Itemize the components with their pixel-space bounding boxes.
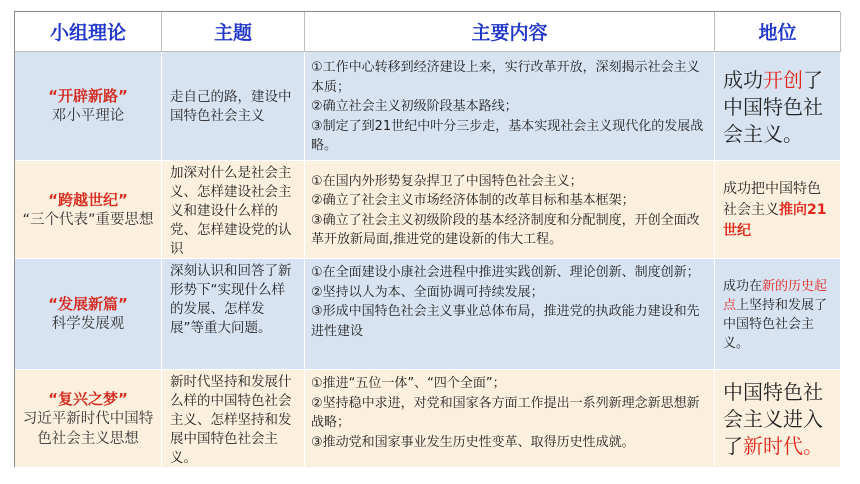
row3-content-item: ③形成中国特色社会主义事业总体布局，推进党的执政能力建设和先进性建设 (311, 304, 700, 339)
row3-content (305, 259, 715, 370)
row1-status-highlight: 开创 (763, 67, 803, 92)
row3-status-text: 成功在 (723, 279, 763, 294)
row4-content-item: ①推进“五位一体”、“四个全面”； (311, 376, 506, 391)
row2-status-text: 成功把中国特色社会主义 (723, 181, 821, 218)
row4-status (715, 370, 841, 468)
header-main-content: 主要内容 (305, 12, 715, 52)
row4-content-item: ②坚持稳中求进，对党和国家各方面工作提出一系列新理念新思想新战略； (311, 395, 700, 430)
row1-content-item: ②确立社会主义初级阶段基本路线； (311, 99, 518, 115)
row3-content-item: ②坚持以人为本、全面协调可持续发展； (311, 284, 544, 300)
row4-content-item: ③推动党和国家事业发生历史性变革、取得历史性成就。 (311, 434, 635, 450)
row3-theory-name: 科学发展观 (51, 316, 125, 332)
row1-status-text: 成功 (723, 67, 763, 92)
header-topic: 主题 (162, 12, 305, 52)
row3-status-text-end: 上坚持和发展了中国特色社会主义。 (723, 298, 828, 351)
row2-topic: 加深对什么是社会主义、怎样建设社会主义和建设什么样的党、怎样建设党的认识 (162, 161, 305, 259)
row2-content-item: ③确立了社会主义初级阶段的基本经济制度和分配制度，开创全面改革开放新局面,推进党的建设新的伟大工程。 (311, 212, 700, 247)
row2-status-highlight: 推向21世纪 (723, 202, 827, 239)
row1-slogan: “开辟新路” (48, 87, 128, 105)
row1-status (715, 52, 841, 161)
row1-content-item: ③制定了到21世纪中叶分三步走，基本实现社会主义现代化的发展战略。 (311, 118, 704, 154)
row1-theory-cell (15, 52, 162, 161)
row1-content (305, 52, 715, 161)
row1-topic: 走自己的路，建设中国特色社会主义 (162, 52, 305, 161)
row4-theory-name: 习近平新时代中国特色社会主义思想 (22, 410, 154, 447)
row3-slogan: “发展新篇” (48, 295, 128, 313)
row1-status-text-end: 了中国特色社会主义。 (723, 67, 823, 146)
theory-table (14, 11, 840, 467)
row4-slogan: “复兴之梦” (48, 389, 128, 408)
row1-content-item: ①工作中心转移到经济建设上来，实行改革开放，深刻揭示社会主义本质； (311, 60, 700, 95)
header-status: 地位 (715, 12, 841, 52)
header-group-theory: 小组理论 (15, 12, 162, 52)
row2-slogan: “跨越世纪” (48, 190, 128, 209)
row3-content-item: ①在全面建设小康社会进程中推进实践创新、理论创新、制度创新； (311, 265, 700, 280)
row4-status-text: 中国特色社会主义进入了 (723, 380, 823, 458)
row3-theory-cell (15, 259, 162, 370)
row2-theory-cell (15, 161, 162, 259)
row4-theory-cell (15, 370, 162, 468)
row2-content-item: ②确立了社会主义市场经济体制的改革目标和基本框架； (311, 193, 635, 208)
row3-status-highlight: 新的历史起点 (723, 279, 828, 313)
row4-status-highlight: 新时代。 (743, 434, 823, 458)
row3-topic: 深刻认识和回答了新形势下“实现什么样的发展、怎样发展”等重大问题。 (162, 259, 305, 370)
row3-status (715, 259, 841, 370)
row1-theory-name: 邓小平理论 (51, 108, 125, 124)
row2-theory-name: “三个代表”重要思想 (22, 211, 154, 228)
row2-content-item: ①在国内外形势复杂捍卫了中国特色社会主义； (311, 173, 583, 189)
row2-status (715, 161, 841, 259)
row2-content (305, 161, 715, 259)
row4-content (305, 370, 715, 468)
row4-topic: 新时代坚持和发展什么样的中国特色社会主义、怎样坚持和发展中国特色社会主义。 (162, 370, 305, 468)
